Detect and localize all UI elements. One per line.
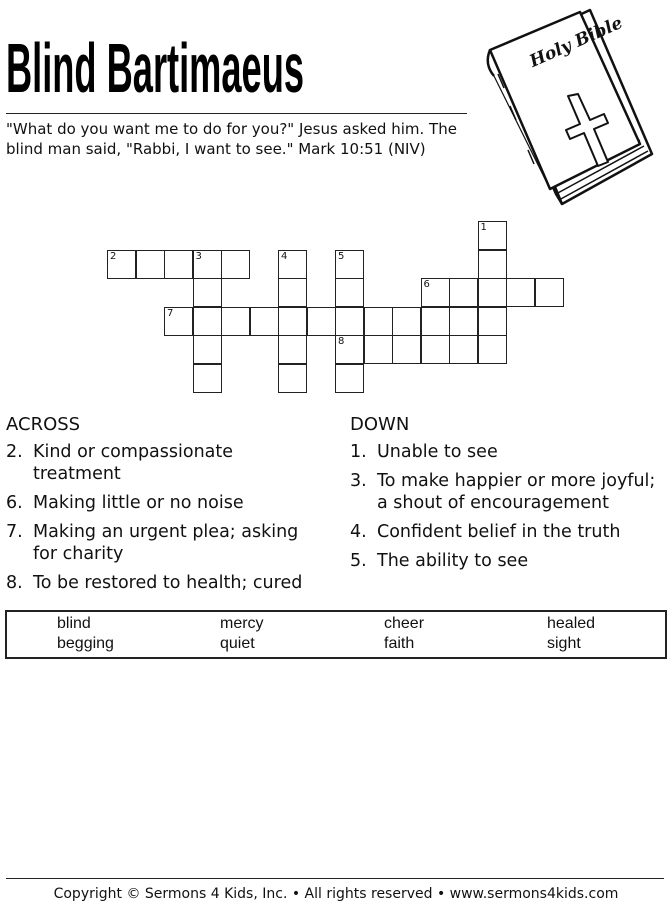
clue-number: 8.	[6, 573, 23, 593]
clue-number-label: 4	[281, 250, 288, 262]
clue-number: 2.	[6, 442, 23, 462]
crossword-cell[interactable]	[421, 335, 450, 364]
crossword-cell[interactable]	[193, 307, 222, 336]
clue-number: 7.	[6, 522, 23, 542]
word-bank	[5, 610, 667, 659]
clue-number-label: 8	[338, 336, 345, 347]
crossword-cell[interactable]	[193, 278, 222, 307]
crossword-cell[interactable]	[535, 278, 564, 307]
across-clues	[6, 414, 326, 601]
crossword-cell[interactable]	[278, 364, 307, 393]
word-bank-item: faith	[384, 635, 415, 652]
clue-across-7	[6, 521, 326, 565]
clue-text: Making little or no noise	[33, 493, 244, 513]
crossword-cell[interactable]	[449, 335, 478, 364]
clue-text: To make happier or more joyful; a shout of encouragement	[377, 471, 656, 513]
clue-number-label: 1	[480, 222, 487, 233]
holy-bible-illustration	[480, 4, 655, 209]
crossword-cell[interactable]	[335, 307, 364, 336]
crossword-cell[interactable]	[221, 250, 250, 279]
clue-number: 3.	[350, 471, 367, 491]
crossword-cell[interactable]	[392, 335, 421, 364]
crossword-cell[interactable]	[250, 307, 279, 336]
crossword-cell[interactable]	[278, 278, 307, 307]
crossword-cell[interactable]	[478, 335, 507, 364]
page-title	[6, 22, 466, 102]
crossword-cell[interactable]	[136, 250, 165, 279]
clue-across-6	[6, 492, 326, 514]
crossword-cell[interactable]	[478, 250, 507, 279]
crossword-cell[interactable]	[307, 307, 336, 336]
clue-text: Unable to see	[377, 442, 498, 462]
crossword-cell[interactable]	[335, 364, 364, 393]
crossword-cell[interactable]	[478, 221, 507, 250]
page-title-text: Blind Bartimaeus	[6, 29, 304, 102]
crossword-cell[interactable]	[478, 278, 507, 307]
clue-text: To be restored to health; cured	[33, 573, 303, 593]
crossword-cell[interactable]	[392, 307, 421, 336]
clue-number: 5.	[350, 551, 367, 571]
bible-cover-label: Holy Bible	[526, 13, 626, 72]
word-bank-item: healed	[547, 615, 596, 632]
crossword-cell[interactable]	[221, 307, 250, 336]
crossword-cell[interactable]	[278, 335, 307, 364]
clue-text: Confident belief in the truth	[377, 522, 621, 542]
clue-number-label: 3	[195, 250, 202, 262]
down-heading: DOWN	[350, 414, 410, 435]
clue-down-5	[350, 550, 668, 572]
crossword-cell[interactable]	[506, 278, 535, 307]
clue-number: 1.	[350, 442, 367, 462]
footer-divider	[6, 878, 664, 879]
clue-number-label: 5	[338, 250, 345, 262]
crossword-cell[interactable]	[164, 307, 193, 336]
crossword-cell[interactable]	[335, 278, 364, 307]
clue-across-8	[6, 572, 326, 594]
crossword-cell[interactable]	[278, 307, 307, 336]
copyright-footer: Copyright © Sermons 4 Kids, Inc. • All rights reserved • www.sermons4kids.com	[53, 886, 619, 902]
crossword-cell[interactable]	[449, 307, 478, 336]
clue-text: Kind or compassionate treatment	[33, 442, 234, 484]
crossword-cell[interactable]	[193, 250, 222, 279]
title-divider	[6, 113, 467, 114]
crossword-cell[interactable]	[449, 278, 478, 307]
clue-text: The ability to see	[377, 551, 529, 571]
clue-down-1	[350, 441, 668, 463]
across-heading: ACROSS	[6, 414, 81, 435]
crossword-cell[interactable]	[278, 250, 307, 279]
word-bank-item: cheer	[384, 615, 425, 632]
clue-across-2	[6, 441, 326, 485]
crossword-cell[interactable]	[107, 250, 136, 279]
crossword-cell[interactable]	[421, 307, 450, 336]
word-bank-item: sight	[547, 635, 581, 652]
word-bank-item: quiet	[220, 635, 255, 652]
bible-verse: "What do you want me to do for you?" Jesus asked him. The blind man said, "Rabbi, I want to see." Mark 10:51 (NIV)	[6, 120, 457, 158]
crossword-cell[interactable]	[364, 307, 393, 336]
clue-down-4	[350, 521, 668, 543]
crossword-cell[interactable]	[335, 250, 364, 279]
crossword-cell[interactable]	[421, 278, 450, 307]
clue-number: 6.	[6, 493, 23, 513]
word-bank-item: blind	[57, 615, 91, 632]
word-bank-item: mercy	[220, 615, 264, 632]
clue-down-3	[350, 470, 668, 514]
clue-number-label: 6	[423, 279, 430, 290]
crossword-cell[interactable]	[335, 335, 364, 364]
crossword-cell[interactable]	[364, 335, 393, 364]
crossword-cell[interactable]	[164, 250, 193, 279]
crossword-cell[interactable]	[193, 335, 222, 364]
crossword-cell[interactable]	[193, 364, 222, 393]
clue-number: 4.	[350, 522, 367, 542]
down-clues	[350, 414, 668, 579]
clue-number-label: 7	[167, 307, 174, 319]
word-bank-item: begging	[57, 635, 114, 652]
clue-number-label: 2	[110, 250, 117, 262]
crossword-cell[interactable]	[478, 307, 507, 336]
clue-text: Making an urgent plea; asking for charity	[33, 522, 299, 564]
